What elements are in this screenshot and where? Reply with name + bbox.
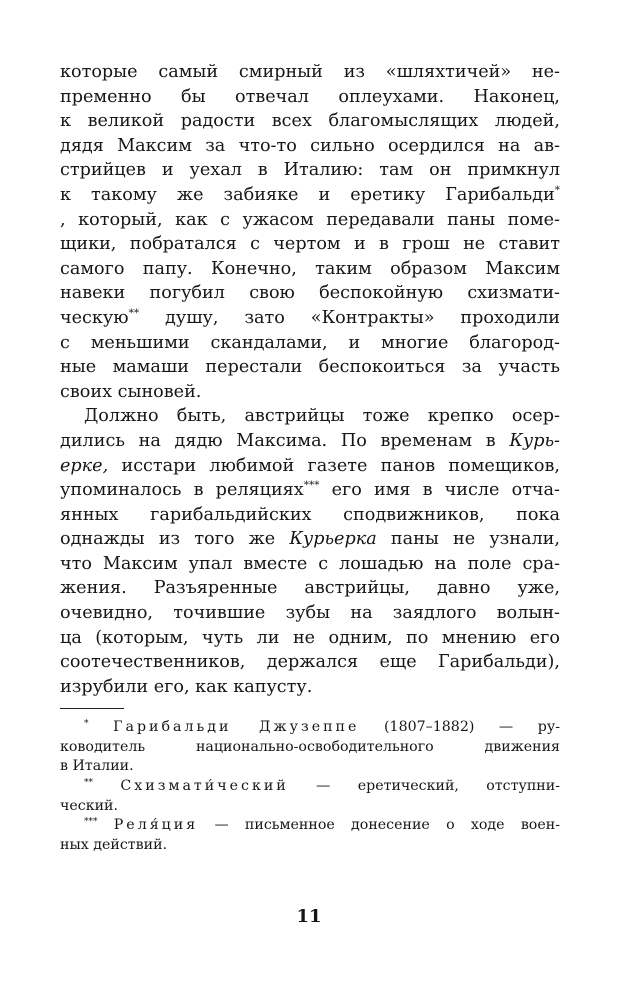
footnote-line	[60, 718, 560, 738]
text-line	[60, 257, 560, 282]
footnote-reference: **	[128, 306, 140, 319]
text-line	[60, 404, 560, 429]
text-fragment: соотечественников, держался еще Гарибальди),	[60, 652, 560, 673]
text-line	[60, 208, 560, 233]
text-fragment: которые самый смирный из «шляхтичей» не-	[60, 62, 560, 82]
text-line	[60, 183, 560, 208]
text-fragment: дядя Максим за что-то сильно осердился на ав-	[60, 135, 560, 156]
text-fragment: к великой радости всех благомыслящих людей,	[60, 111, 560, 132]
footnote-text: ководитель национально-освободительного движения	[60, 738, 560, 755]
text-fragment: жения. Разъяренные австрийцы, давно уже,	[60, 578, 560, 599]
footnote-line	[60, 757, 560, 777]
footnote-term: Гарибальди Джузеппе	[113, 719, 360, 735]
footnote-line	[60, 797, 560, 817]
text-fragment: упоминалось в реляциях	[60, 480, 304, 501]
text-line	[60, 626, 560, 651]
footnote-reference: ***	[303, 479, 320, 492]
text-line	[60, 232, 560, 257]
text-fragment: душу, зато «Контракты» проходили	[139, 307, 560, 328]
page-number: 11	[296, 906, 322, 927]
newspaper-title: Курь-	[509, 430, 560, 451]
footnote-reference: *	[554, 183, 560, 196]
text-fragment: с меньшими скандалами, и многие благород-	[60, 332, 560, 353]
text-line	[60, 675, 560, 700]
footnote-text: — письменное донесение о ходе воен-	[198, 817, 560, 834]
footnote-line	[60, 777, 560, 797]
text-line	[60, 478, 560, 503]
text-fragment: пременно бы отвечал оплеухами. Наконец,	[60, 86, 560, 107]
text-fragment: паны не узнали,	[376, 529, 560, 550]
footnote-3	[60, 816, 560, 855]
text-fragment: однажды из того же	[60, 529, 290, 550]
footnote-mark: ***	[84, 817, 98, 828]
text-fragment: самого папу. Конечно, таким образом Максим	[60, 258, 560, 279]
text-fragment: Должно быть, австрийцы тоже крепко осер-	[84, 406, 560, 427]
text-fragment: навеки погубил свою беспокойную схизмати-	[60, 283, 560, 304]
footnotes	[60, 718, 560, 856]
text-fragment: ческую	[60, 307, 129, 328]
footnote-mark: **	[84, 778, 93, 789]
text-fragment: щики, побратался с чертом и в грош не ставит	[60, 234, 560, 255]
text-fragment: его имя в числе отча-	[319, 480, 560, 501]
text-fragment: , который, как с ужасом передавали паны поме-	[60, 209, 560, 230]
text-line	[60, 158, 560, 183]
newspaper-title: Курьерка	[289, 529, 377, 550]
text-line	[60, 650, 560, 675]
text-fragment: к такому же забияке и еретику Гарибальди	[60, 184, 555, 205]
text-line	[60, 355, 560, 380]
text-line	[60, 109, 560, 134]
text-fragment: ца (которым, чуть ли не одним, по мнению его	[60, 627, 560, 648]
text-fragment: что Максим упал вместе с лошадью на поле сра-	[60, 553, 560, 574]
footnote-text: ческий.	[60, 797, 119, 814]
text-line	[60, 331, 560, 356]
main-text	[60, 60, 560, 699]
footnote-text: в Италии.	[60, 758, 134, 775]
text-fragment: изрубили его, как капусту.	[60, 676, 313, 697]
footnote-term: Реля́ция	[113, 817, 199, 834]
text-fragment: стрийцев и уехал в Италию: там он примкнул	[60, 160, 560, 181]
footnote-divider	[60, 708, 124, 709]
text-fragment: дились на дядю Максима. По временам в	[60, 430, 510, 451]
footnote-2	[60, 777, 560, 816]
page-body	[60, 60, 560, 699]
text-line	[60, 527, 560, 552]
text-line	[60, 454, 560, 479]
footnote-text: ных действий.	[60, 837, 168, 854]
footnote-term: Схизмати́ческий	[120, 778, 289, 795]
footnote-mark: *	[84, 719, 89, 729]
newspaper-title: ерке,	[60, 455, 109, 476]
text-fragment: очевидно, точившие зубы на заядлого волын-	[60, 603, 560, 624]
text-fragment: своих сыновей.	[60, 381, 202, 402]
text-fragment: исстари любимой газете панов помещиков,	[108, 455, 560, 476]
text-line	[60, 306, 560, 331]
text-line	[60, 60, 560, 85]
text-fragment: ные мамаши перестали беспокоиться за участь	[60, 357, 560, 378]
text-line	[60, 134, 560, 159]
text-line	[60, 503, 560, 528]
footnote-line	[60, 816, 560, 836]
footnote-text: — еретический, отступни-	[288, 778, 560, 795]
text-line	[60, 281, 560, 306]
footnote-line	[60, 738, 560, 758]
text-line	[60, 380, 560, 405]
text-line	[60, 429, 560, 454]
text-line	[60, 576, 560, 601]
footnote-1	[60, 718, 560, 777]
text-line	[60, 601, 560, 626]
text-line	[60, 85, 560, 110]
footnote-line	[60, 836, 560, 856]
text-fragment: янных гарибальдийских сподвижников, пока	[60, 504, 560, 525]
text-line	[60, 552, 560, 577]
footnote-text: (1807–1882) — ру-	[359, 719, 560, 735]
